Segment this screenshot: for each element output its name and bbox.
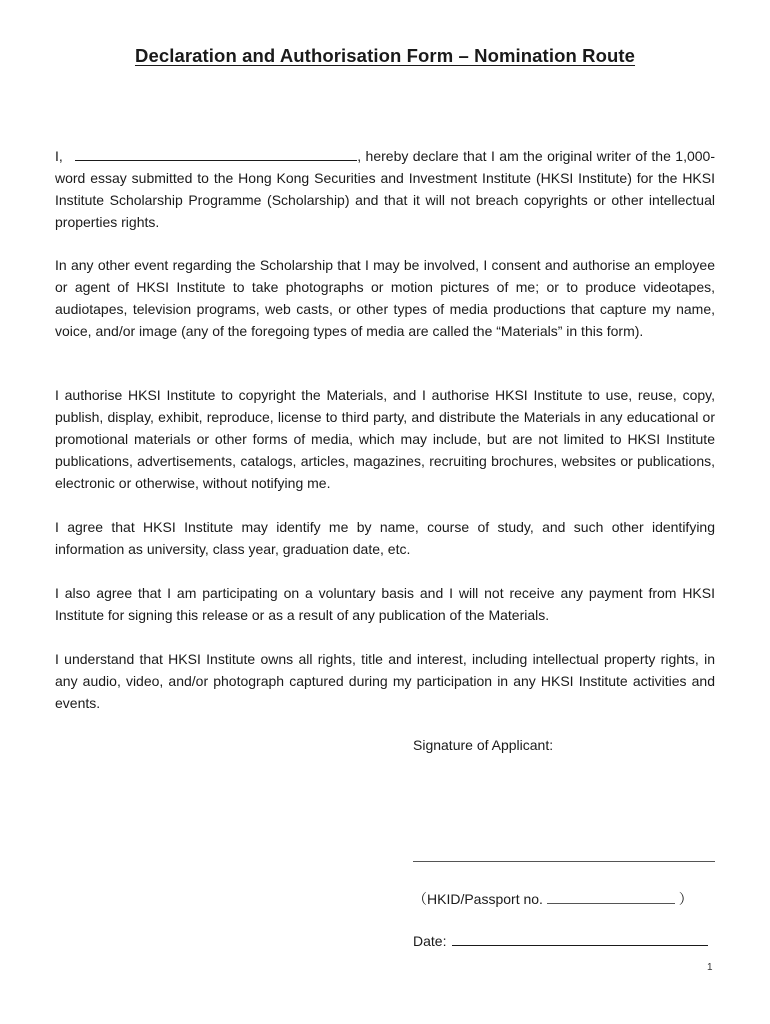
date-field[interactable] — [452, 933, 708, 946]
hkid-label: （HKID/Passport no. — [413, 891, 547, 907]
date-row — [413, 933, 708, 949]
page-number: 1 — [707, 962, 713, 973]
paragraph-identification: I agree that HKSI Institute may identify me by name, course of study, and such other identifying information as university, class year, graduation date, etc. — [55, 519, 715, 557]
hkid-passport-row — [413, 889, 693, 909]
signature-field[interactable] — [413, 861, 715, 862]
signature-label: Signature of Applicant: — [413, 737, 554, 753]
paragraph-ownership: I understand that HKSI Institute owns all rights, title and interest, including intellectual property rights, in any audio, video, and/or photograph captured during my participation in any HKSI Institute activities and events. — [55, 651, 715, 711]
form-title: Declaration and Authorisation Form – Nomination Route — [134, 45, 636, 66]
hkid-close-paren: ） — [674, 891, 693, 907]
declaration-paragraph — [55, 145, 715, 233]
paragraph-voluntary: I also agree that I am participating on a voluntary basis and I will not receive any payment from HKSI Institute for signing this release or as a result of any publication of the Materials. — [55, 585, 715, 623]
paragraph-media-consent: In any other event regarding the Scholarship that I may be involved, I consent and authorise an employee or agent of HKSI Institute to take photographs or motion pictures of me; or to produce videotapes, audiotapes, television programs, web casts, or other types of media productions that capture my name, voice, and/or image (any of the foregoing types of media are called the “Materials” in this form). — [55, 257, 715, 339]
hkid-passport-field[interactable] — [547, 891, 675, 904]
applicant-name-field[interactable] — [75, 146, 357, 161]
date-label: Date: — [413, 933, 447, 949]
declaration-prefix: I, — [55, 148, 63, 164]
paragraph-copyright-authorisation: I authorise HKSI Institute to copyright the Materials, and I authorise HKSI Institute to use, reuse, copy, publish, display, exhibit, reproduce, license to third party, and distribute the Materials in any educational or promotional materials or other forms of media, which may include, but are not limited to HKSI Institute publications, advertisements, catalogs, articles, magazines, recruiting brochures, websites or publications, electronic or otherwise, without notifying me. — [55, 387, 715, 491]
declaration-text: , hereby declare that I am the original writer of the 1,000-word essay submitted to the Hong Kong Securities and Investment Institute (HKSI Institute) for the HKSI Institute Scholarship Programme (Scholarship) and that it will not breach copyrights or other intellectual properties rights. — [55, 148, 716, 230]
